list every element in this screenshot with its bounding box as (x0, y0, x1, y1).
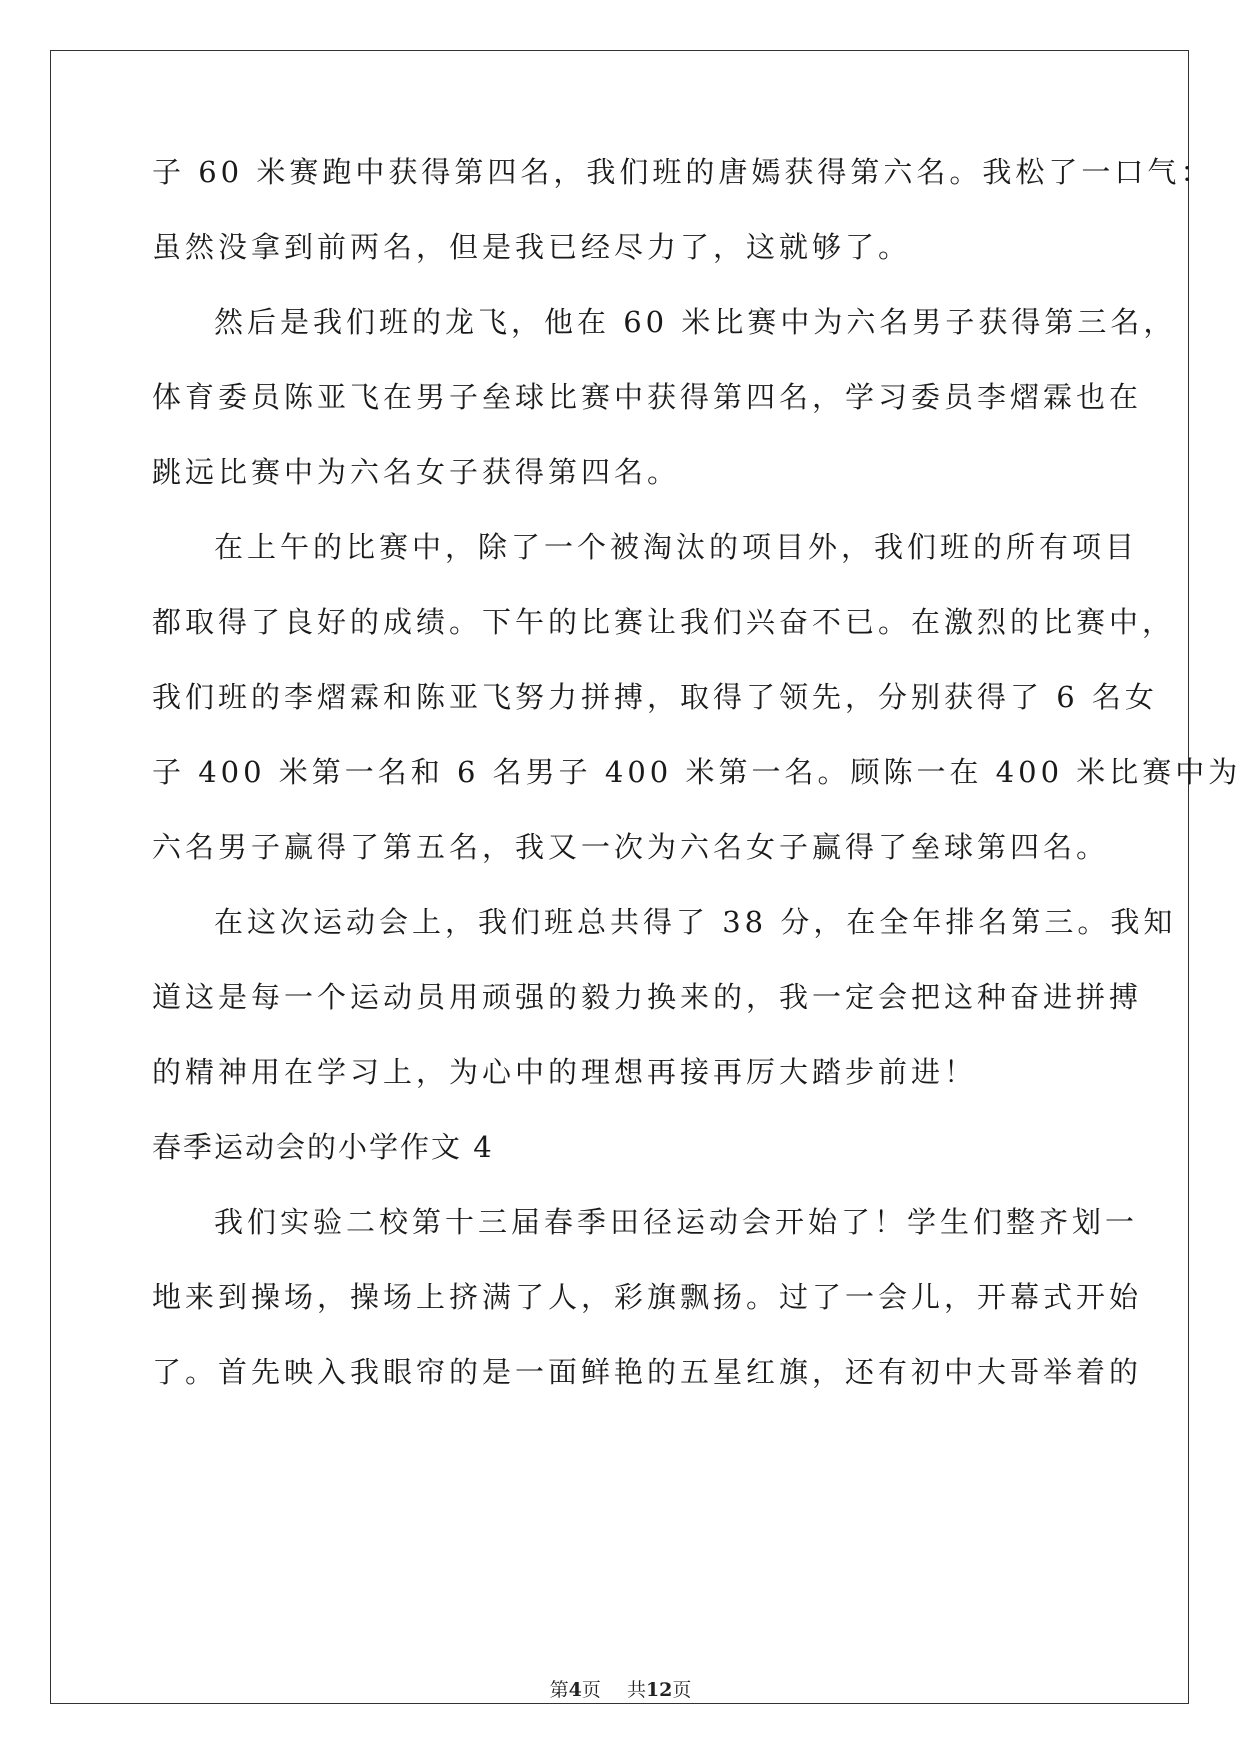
footer-total-suffix: 页 (672, 1679, 692, 1701)
text-line: 的精神用在学习上，为心中的理想再接再厉大踏步前进！ (152, 1055, 978, 1089)
paragraph-first-line: 在这次运动会上，我们班总共得了 38 分，在全年排名第三。我知 (214, 905, 1177, 939)
section-heading: 春季运动会的小学作文 4 (152, 1130, 494, 1164)
text-line: 子 400 米第一名和 6 名男子 400 米第一名。顾陈一在 400 米比赛中为 (152, 755, 1241, 789)
footer-prefix: 第 (549, 1679, 569, 1701)
page-border (50, 50, 1189, 1704)
footer-page-word: 页 (581, 1679, 601, 1701)
paragraph-first-line: 在上午的比赛中，除了一个被淘汰的项目外，我们班的所有项目 (214, 530, 1139, 564)
text-line: 子 60 米赛跑中获得第四名，我们班的唐嫣获得第六名。我松了一口气： (152, 155, 1214, 189)
text-line: 道这是每一个运动员用顽强的毅力换来的，我一定会把这种奋进拼搏 (152, 980, 1143, 1014)
page-footer (0, 1678, 1241, 1702)
text-line: 体育委员陈亚飞在男子垒球比赛中获得第四名，学习委员李熠霖也在 (152, 380, 1143, 414)
current-page-number: 4 (568, 1679, 582, 1701)
text-line: 都取得了良好的成绩。下午的比赛让我们兴奋不已。在激烈的比赛中， (152, 605, 1176, 639)
text-line: 虽然没拿到前两名，但是我已经尽力了，这就够了。 (152, 230, 912, 264)
footer-total-prefix: 共 (626, 1679, 646, 1701)
paragraph-first-line: 我们实验二校第十三届春季田径运动会开始了！学生们整齐划一 (214, 1205, 1139, 1239)
text-line: 六名男子赢得了第五名，我又一次为六名女子赢得了垒球第四名。 (152, 830, 1110, 864)
text-line: 了。首先映入我眼帘的是一面鲜艳的五星红旗，还有初中大哥举着的 (152, 1355, 1143, 1389)
text-line: 地来到操场，操场上挤满了人，彩旗飘扬。过了一会儿，开幕式开始 (152, 1280, 1143, 1314)
text-line: 我们班的李熠霖和陈亚飞努力拼搏，取得了领先，分别获得了 6 名女 (152, 680, 1158, 714)
total-page-count: 12 (645, 1679, 673, 1701)
text-line: 跳远比赛中为六名女子获得第四名。 (152, 455, 681, 489)
paragraph-first-line: 然后是我们班的龙飞，他在 60 米比赛中为六名男子获得第三名， (214, 305, 1177, 339)
